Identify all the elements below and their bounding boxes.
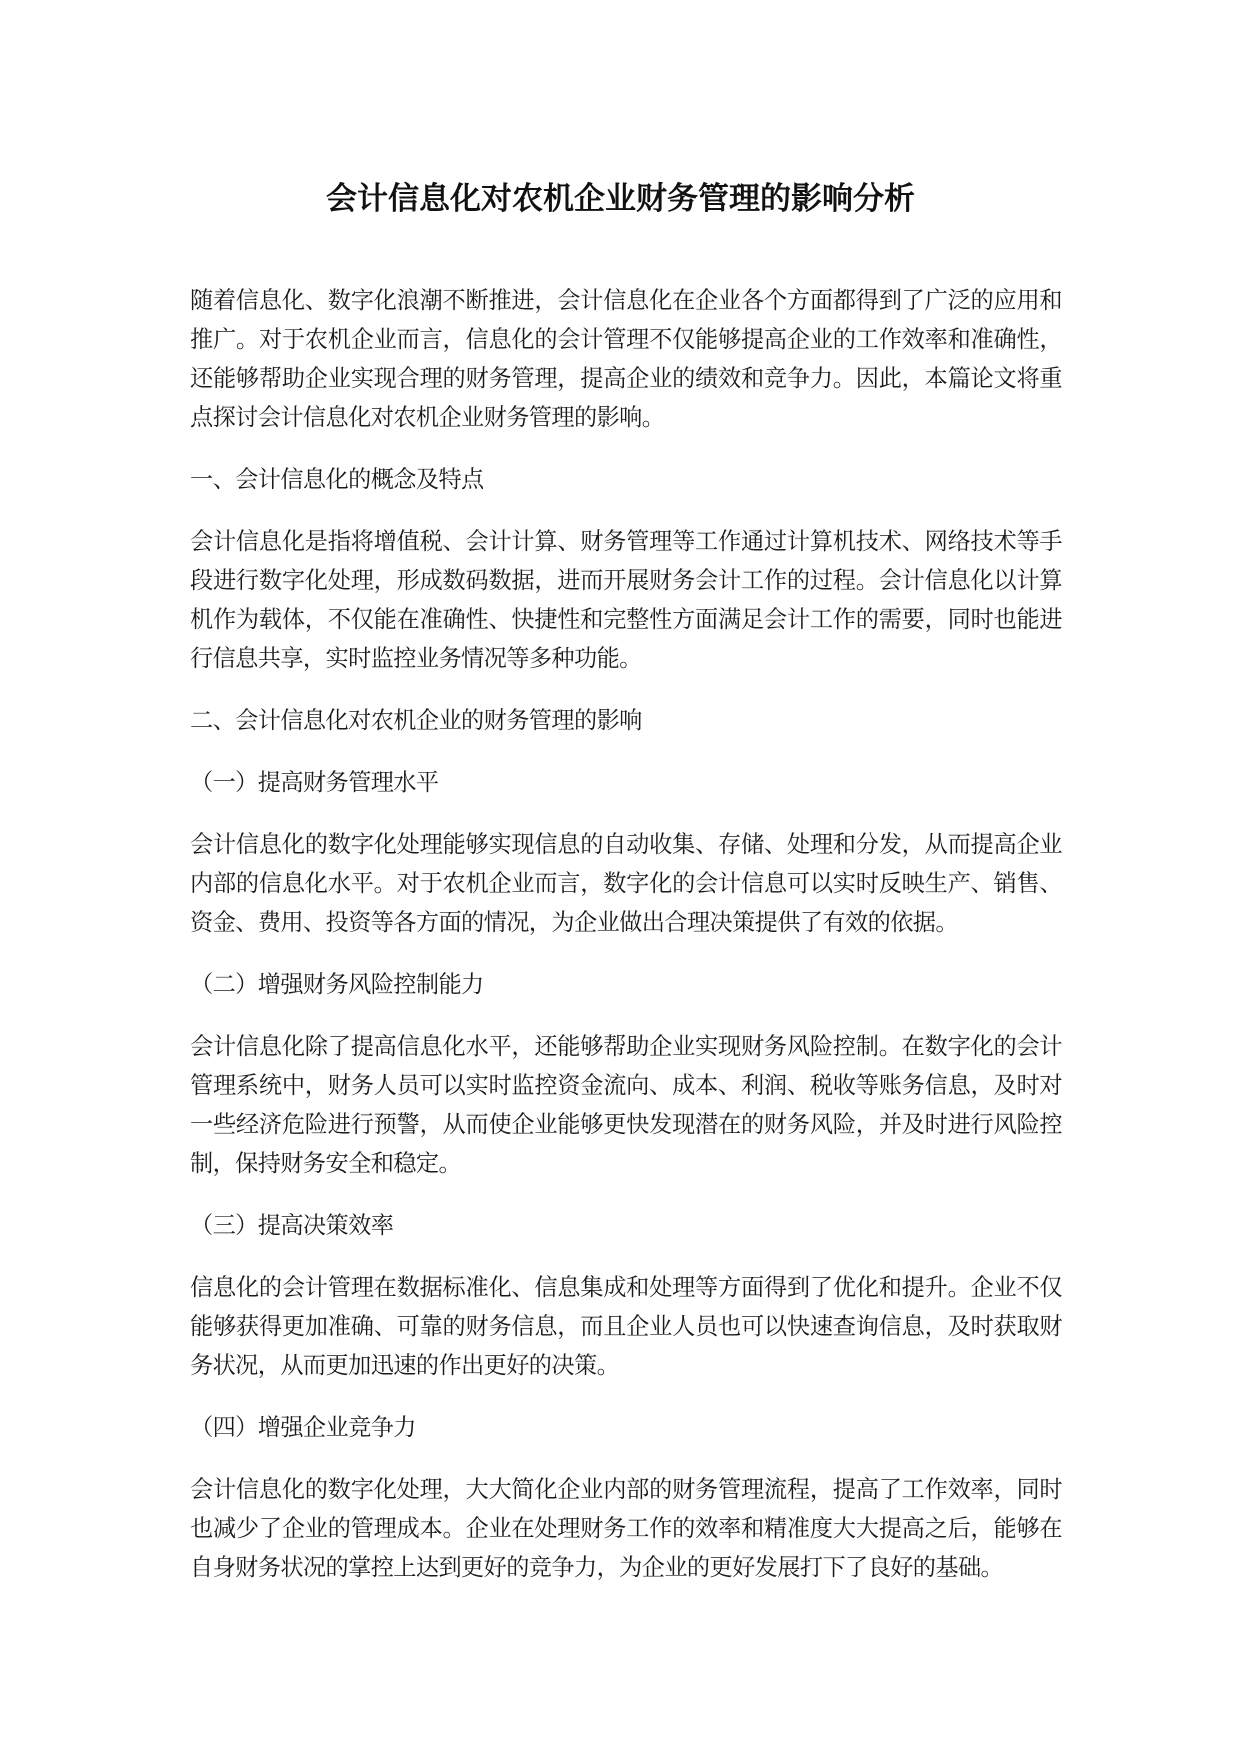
subsection-heading-4: （四）增强企业竞争力: [190, 1414, 416, 1441]
section-heading-1: 一、会计信息化的概念及特点: [190, 466, 484, 493]
subsection-heading-1: （一）提高财务管理水平: [190, 769, 439, 796]
section-1-paragraph: 会计信息化是指将增值税、会计计算、财务管理等工作通过计算机技术、网络技术等手段进行数字化处理，形成数码数据，进而开展财务会计工作的过程。会计信息化以计算机作为载体，不仅能在准确性、快捷性和完整性方面满足会计工作的需要，同时也能进行信息共享，实时监控业务情况等多种功能。: [190, 528, 1062, 672]
subsection-2-paragraph: 会计信息化除了提高信息化水平，还能够帮助企业实现财务风险控制。在数字化的会计管理系统中，财务人员可以实时监控资金流向、成本、利润、税收等账务信息，及时对一些经济危险进行预警，从而使企业能够更快发现潜在的财务风险，并及时进行风险控制，保持财务安全和稳定。: [190, 1033, 1062, 1177]
section-heading-2: 二、会计信息化对农机企业的财务管理的影响: [190, 707, 642, 734]
document-body: [190, 281, 1062, 1610]
subsection-heading-3: （三）提高决策效率: [190, 1212, 394, 1239]
document-title: 会计信息化对农机企业财务管理的影响分析: [326, 181, 915, 217]
subsection-4-paragraph: 会计信息化的数字化处理，大大简化企业内部的财务管理流程，提高了工作效率，同时也减少了企业的管理成本。企业在处理财务工作的效率和精准度大大提高之后，能够在自身财务状况的掌控上达到更好的竞争力，为企业的更好发展打下了良好的基础。: [190, 1476, 1062, 1581]
intro-paragraph: 随着信息化、数字化浪潮不断推进，会计信息化在企业各个方面都得到了广泛的应用和推广。对于农机企业而言，信息化的会计管理不仅能够提高企业的工作效率和准确性，还能够帮助企业实现合理的财务管理，提高企业的绩效和竞争力。因此，本篇论文将重点探讨会计信息化对农机企业财务管理的影响。: [190, 287, 1062, 431]
subsection-3-paragraph: 信息化的会计管理在数据标准化、信息集成和处理等方面得到了优化和提升。企业不仅能够获得更加准确、可靠的财务信息，而且企业人员也可以快速查询信息，及时获取财务状况，从而更加迅速的作出更好的决策。: [190, 1274, 1062, 1379]
subsection-1-paragraph: 会计信息化的数字化处理能够实现信息的自动收集、存储、处理和分发，从而提高企业内部的信息化水平。对于农机企业而言，数字化的会计信息可以实时反映生产、销售、资金、费用、投资等各方面的情况，为企业做出合理决策提供了有效的依据。: [190, 831, 1062, 936]
subsection-heading-2: （二）增强财务风险控制能力: [190, 971, 484, 998]
